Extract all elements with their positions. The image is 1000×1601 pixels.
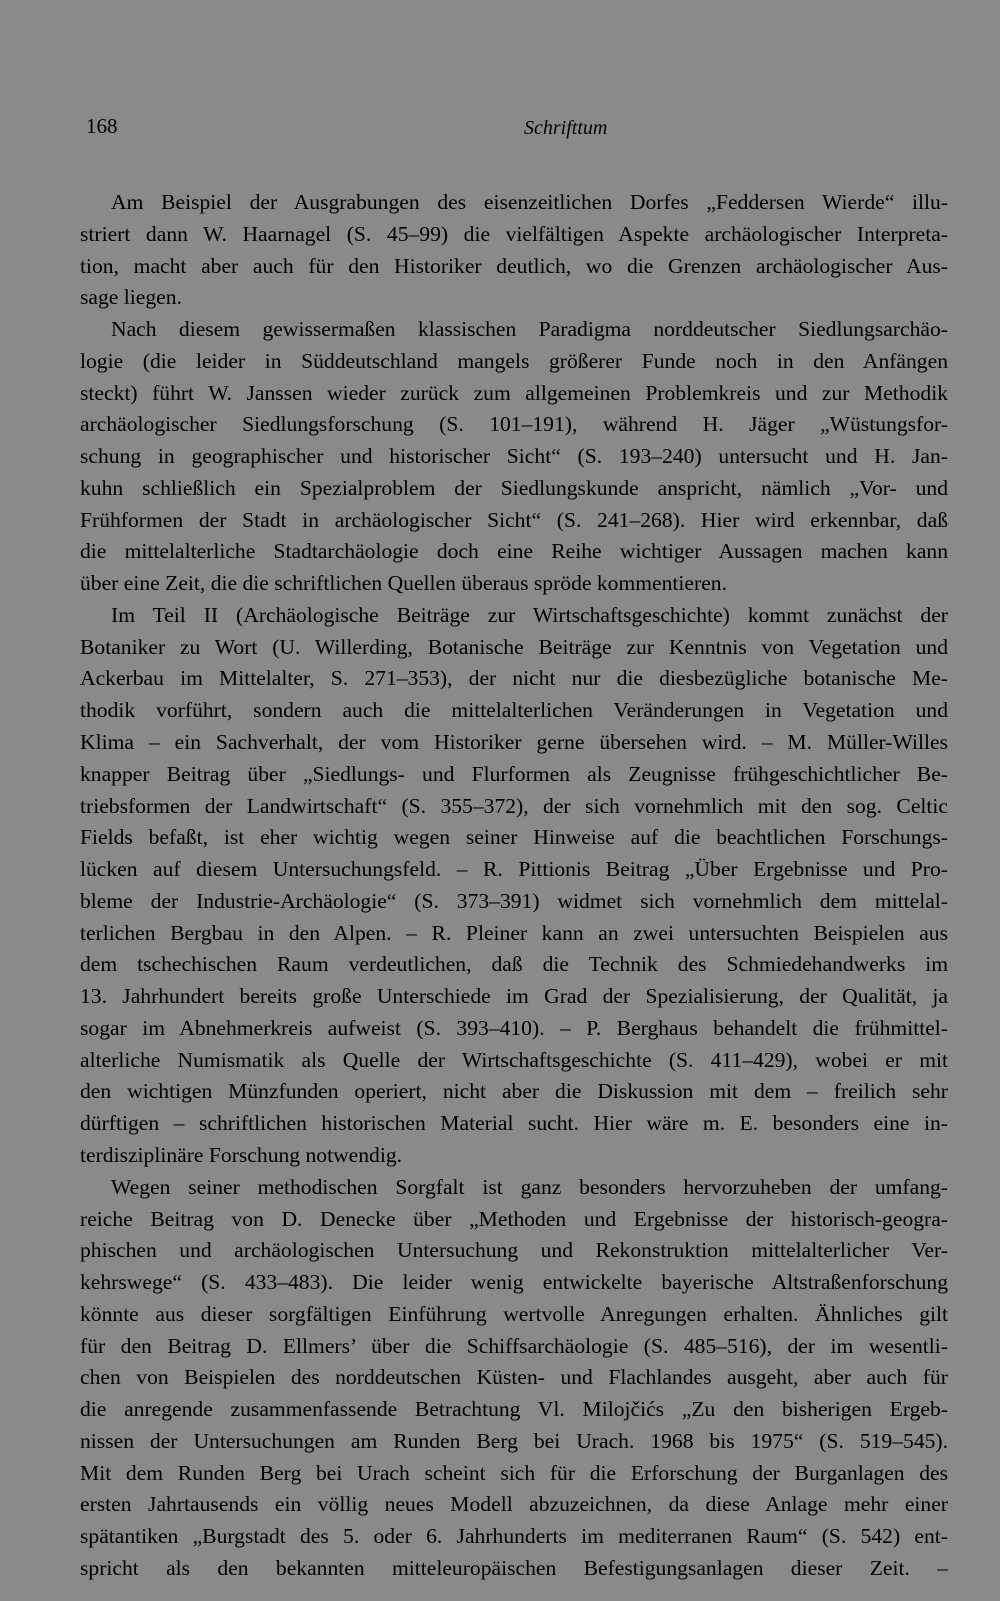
text-line: die anregende zusammenfassende Betrachtung Vl. Milojčićs „Zu den bisherigen Ergeb- [80,1397,948,1422]
text-line: den wichtigen Münzfunden operiert, nicht aber die Diskussion mit dem – freilich sehr [80,1079,948,1104]
text-line: steckt) führt W. Janssen wieder zurück zum allgemeinen Problemkreis und zur Methodik [80,380,948,405]
text-line: nissen der Untersuchungen am Runden Berg bei Urach. 1968 bis 1975“ (S. 519–545). [80,1428,948,1453]
text-line: thodik vorführt, sondern auch die mittelalterlichen Veränderungen in Vegetation und [80,698,948,723]
text-line: dürftigen – schriftlichen historischen Material sucht. Hier wäre m. E. besonders eine in- [80,1111,948,1136]
text-line: Botaniker zu Wort (U. Willerding, Botanische Beiträge zur Kenntnis von Vegetation und [80,634,948,659]
text-line: sogar im Abnehmerkreis aufweist (S. 393–410). – P. Berghaus behandelt die frühmittel- [80,1015,948,1040]
text-line: striert dann W. Haarnagel (S. 45–99) die vielfältigen Aspekte archäologischer Interpreta- [80,221,948,246]
text-line: Im Teil II (Archäologische Beiträge zur Wirtschaftsgeschichte) kommt zunächst der [111,602,948,627]
text-line: lücken auf diesem Untersuchungsfeld. – R. Pittionis Beitrag „Über Ergebnisse und Pro- [80,857,948,882]
text-line: spricht als den bekannten mitteleuropäischen Befestigungsanlagen dieser Zeit. – [80,1555,948,1580]
page-number: 168 [86,114,118,138]
text-line: Nach diesem gewissermaßen klassischen Paradigma norddeutscher Siedlungsarchäo- [111,317,948,342]
text-line: könnte aus dieser sorgfältigen Einführung wertvolle Anregungen erhalten. Ähnliches gilt [80,1301,948,1326]
text-line: bleme der Industrie-Archäologie“ (S. 373–391) widmet sich vornehmlich dem mittelal- [80,888,948,913]
text-line: Klima – ein Sachverhalt, der vom Historiker gerne übersehen wird. – M. Müller-Willes [80,730,948,755]
running-title: Schrifttum [524,117,608,139]
text-line: knapper Beitrag über „Siedlungs- und Flurformen als Zeugnisse frühgeschichtlicher Be- [80,761,948,786]
text-line: 13. Jahrhundert bereits große Unterschiede im Grad der Spezialisierung, der Qualität, ja [80,984,948,1009]
text-line: Frühformen der Stadt in archäologischer Sicht“ (S. 241–268). Hier wird erkennbar, daß [80,507,948,532]
text-line: logie (die leider in Süddeutschland mangels größerer Funde noch in den Anfängen [80,348,948,373]
text-line: alterliche Numismatik als Quelle der Wirtschaftsgeschichte (S. 411–429), wobei er mit [80,1047,948,1072]
body-text [80,187,948,1585]
text-line: terlichen Bergbau in den Alpen. – R. Pleiner kann an zwei untersuchten Beispielen aus [80,920,948,945]
text-line: schung in geographischer und historischer Sicht“ (S. 193–240) untersucht und H. Jan- [80,444,948,469]
text-line: kuhn schließlich ein Spezialproblem der Siedlungskunde anspricht, nämlich „Vor- und [80,475,948,500]
text-line: triebsformen der Landwirtschaft“ (S. 355–372), der sich vornehmlich mit den sog. Celtic [80,793,948,818]
text-line: über eine Zeit, die die schriftlichen Quellen überaus spröde kommentieren. [80,571,727,596]
text-line: Mit dem Runden Berg bei Urach scheint sich für die Erforschung der Burganlagen des [80,1460,948,1485]
text-line: chen von Beispielen des norddeutschen Küsten- und Flachlandes ausgeht, aber auch für [80,1365,948,1390]
text-line: für den Beitrag D. Ellmers’ über die Schiffsarchäologie (S. 485–516), der im wesentli- [80,1333,948,1358]
text-line: spätantiken „Burgstadt des 5. oder 6. Jahrhunderts im mediterranen Raum“ (S. 542) ent- [80,1524,948,1549]
text-line: Am Beispiel der Ausgrabungen des eisenzeitlichen Dorfes „Feddersen Wierde“ illu- [111,190,948,214]
text-line: Fields befaßt, ist eher wichtig wegen seiner Hinweise auf die beachtlichen Forschungs- [80,825,948,850]
text-line: die mittelalterliche Stadtarchäologie doch eine Reihe wichtiger Aussagen machen kann [80,539,948,564]
text-line: phischen und archäologischen Untersuchung und Rekonstruktion mittelalterlicher Ver- [80,1238,948,1263]
text-line: terdisziplinäre Forschung notwendig. [80,1142,403,1167]
text-line: Wegen seiner methodischen Sorgfalt ist ganz besonders hervorzuheben der umfang- [111,1174,948,1199]
text-line: tion, macht aber auch für den Historiker deutlich, wo die Grenzen archäologischer Aus- [80,253,948,278]
text-line: sage liegen. [80,285,182,310]
text-line: kehrswege“ (S. 433–483). Die leider wenig entwickelte bayerische Altstraßenforschung [80,1270,948,1295]
text-line: dem tschechischen Raum verdeutlichen, daß die Technik des Schmiedehandwerks im [80,952,948,977]
text-line: reiche Beitrag von D. Denecke über „Methoden und Ergebnisse der historisch-geogra- [80,1206,948,1231]
text-line: ersten Jahrtausends ein völlig neues Modell abzuzeichnen, da diese Anlage mehr einer [80,1492,948,1517]
text-line: archäologischer Siedlungsforschung (S. 101–191), während H. Jäger „Wüstungsfor- [80,412,948,437]
text-line: Ackerbau im Mittelalter, S. 271–353), der nicht nur die diesbezügliche botanische Me- [80,666,948,691]
